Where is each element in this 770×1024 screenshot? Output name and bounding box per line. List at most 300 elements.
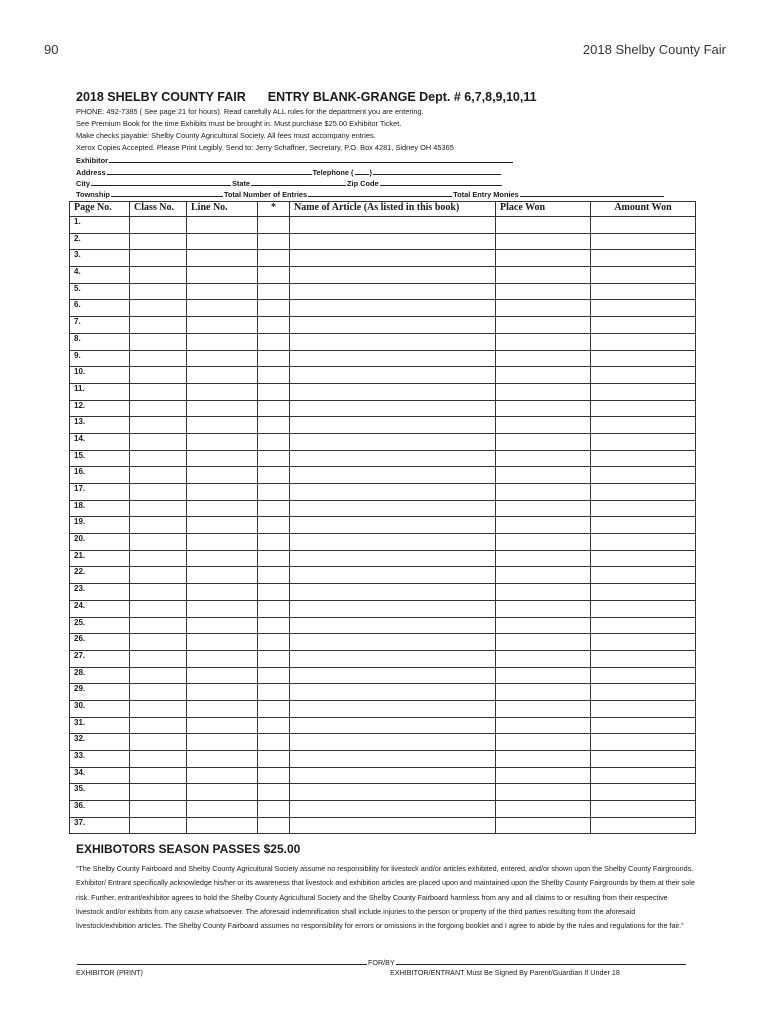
entry-cell[interactable] bbox=[290, 617, 496, 634]
entry-cell[interactable] bbox=[591, 333, 696, 350]
entry-cell[interactable] bbox=[130, 433, 187, 450]
entry-cell[interactable] bbox=[591, 517, 696, 534]
entry-cell[interactable] bbox=[591, 383, 696, 400]
table-row bbox=[70, 584, 696, 601]
row-number: 3. bbox=[70, 250, 130, 267]
row-number: 25. bbox=[70, 617, 130, 634]
entry-cell[interactable] bbox=[130, 484, 187, 501]
entry-cell[interactable] bbox=[187, 717, 258, 734]
address-field[interactable] bbox=[107, 166, 312, 175]
entry-cell[interactable] bbox=[496, 634, 591, 651]
entry-cell[interactable] bbox=[591, 751, 696, 768]
entry-cell[interactable] bbox=[258, 433, 290, 450]
entry-cell[interactable] bbox=[258, 717, 290, 734]
entry-cell[interactable] bbox=[496, 550, 591, 567]
entry-cell[interactable] bbox=[591, 283, 696, 300]
row-number: 35. bbox=[70, 784, 130, 801]
entry-cell[interactable] bbox=[258, 734, 290, 751]
row-number: 19. bbox=[70, 517, 130, 534]
entry-cell[interactable] bbox=[496, 584, 591, 601]
entry-cell[interactable] bbox=[130, 467, 187, 484]
entry-cell[interactable] bbox=[130, 767, 187, 784]
entry-cell[interactable] bbox=[290, 467, 496, 484]
entry-cell[interactable] bbox=[591, 734, 696, 751]
info-line: Xerox Copies Accepted. Please Print Legibly. Send to: Jerry Schaffner, Secretary, P.O. Box 4281, Sidney OH 45365 bbox=[76, 143, 454, 152]
entry-cell[interactable] bbox=[187, 650, 258, 667]
entry-cell[interactable] bbox=[591, 584, 696, 601]
row-number: 37. bbox=[70, 817, 130, 834]
entry-cell[interactable] bbox=[187, 667, 258, 684]
entry-cell[interactable] bbox=[130, 817, 187, 834]
entry-cell[interactable] bbox=[187, 550, 258, 567]
row-number: 15. bbox=[70, 450, 130, 467]
entry-cell[interactable] bbox=[187, 517, 258, 534]
entry-cell[interactable] bbox=[258, 217, 290, 234]
entry-cell[interactable] bbox=[496, 517, 591, 534]
col-place-won: Place Won bbox=[496, 202, 591, 217]
entry-cell[interactable] bbox=[130, 383, 187, 400]
entry-cell[interactable] bbox=[290, 784, 496, 801]
entry-cell[interactable] bbox=[187, 534, 258, 551]
entry-cell[interactable] bbox=[187, 400, 258, 417]
entry-cell[interactable] bbox=[290, 283, 496, 300]
entry-cell[interactable] bbox=[258, 400, 290, 417]
row-number: 24. bbox=[70, 600, 130, 617]
entry-cell[interactable] bbox=[187, 450, 258, 467]
entry-cell[interactable] bbox=[187, 383, 258, 400]
entry-cell[interactable] bbox=[591, 367, 696, 384]
info-line: See Premium Book for the time Exhibits must be brought in. Must purchase $25.00 Exhibitor Ticket. bbox=[76, 119, 402, 128]
col-class-no: Class No. bbox=[130, 202, 187, 217]
entry-cell[interactable] bbox=[496, 500, 591, 517]
entry-cell[interactable] bbox=[591, 567, 696, 584]
entry-cell[interactable] bbox=[258, 684, 290, 701]
entry-cell[interactable] bbox=[130, 233, 187, 250]
entry-cell[interactable] bbox=[130, 250, 187, 267]
entry-cell[interactable] bbox=[258, 467, 290, 484]
entry-cell[interactable] bbox=[591, 417, 696, 434]
entry-cell[interactable] bbox=[258, 484, 290, 501]
entry-cell[interactable] bbox=[258, 751, 290, 768]
entry-cell[interactable] bbox=[591, 433, 696, 450]
entry-cell[interactable] bbox=[591, 250, 696, 267]
entry-cell[interactable] bbox=[187, 333, 258, 350]
entry-cell[interactable] bbox=[258, 801, 290, 818]
entry-cell[interactable] bbox=[130, 300, 187, 317]
row-number: 12. bbox=[70, 400, 130, 417]
entry-cell[interactable] bbox=[496, 767, 591, 784]
entry-cell[interactable] bbox=[290, 484, 496, 501]
entry-cell[interactable] bbox=[187, 467, 258, 484]
entry-cell[interactable] bbox=[591, 717, 696, 734]
entry-cell[interactable] bbox=[130, 634, 187, 651]
entry-cell[interactable] bbox=[290, 350, 496, 367]
row-number: 7. bbox=[70, 317, 130, 334]
city-label: City bbox=[76, 179, 90, 188]
entry-cell[interactable] bbox=[187, 433, 258, 450]
entry-cell[interactable] bbox=[591, 801, 696, 818]
entry-cell[interactable] bbox=[187, 317, 258, 334]
entry-cell[interactable] bbox=[187, 283, 258, 300]
entry-cell[interactable] bbox=[496, 433, 591, 450]
entry-cell[interactable] bbox=[258, 617, 290, 634]
telephone-field[interactable] bbox=[373, 166, 501, 175]
state-field[interactable] bbox=[251, 177, 346, 186]
table-row bbox=[70, 734, 696, 751]
entry-cell[interactable] bbox=[290, 367, 496, 384]
entry-cell[interactable] bbox=[496, 300, 591, 317]
entry-cell[interactable] bbox=[258, 584, 290, 601]
entry-cell[interactable] bbox=[130, 283, 187, 300]
entry-cell[interactable] bbox=[187, 817, 258, 834]
zip-field[interactable] bbox=[380, 177, 502, 186]
entry-cell[interactable] bbox=[130, 734, 187, 751]
entry-cell[interactable] bbox=[496, 367, 591, 384]
entry-cell[interactable] bbox=[258, 350, 290, 367]
entry-cell[interactable] bbox=[130, 600, 187, 617]
entry-cell[interactable] bbox=[591, 400, 696, 417]
signature-line-row bbox=[76, 956, 687, 967]
entry-cell[interactable] bbox=[130, 217, 187, 234]
entry-cell[interactable] bbox=[258, 333, 290, 350]
entry-cell[interactable] bbox=[591, 617, 696, 634]
entry-cell[interactable] bbox=[130, 317, 187, 334]
table-row bbox=[70, 784, 696, 801]
entry-cell[interactable] bbox=[258, 233, 290, 250]
entry-cell[interactable] bbox=[496, 467, 591, 484]
city-row bbox=[76, 177, 503, 188]
entry-cell[interactable] bbox=[258, 767, 290, 784]
entry-cell[interactable] bbox=[130, 667, 187, 684]
table-row bbox=[70, 667, 696, 684]
entry-cell[interactable] bbox=[187, 584, 258, 601]
entry-cell[interactable] bbox=[187, 734, 258, 751]
entry-cell[interactable] bbox=[258, 500, 290, 517]
entry-cell[interactable] bbox=[496, 383, 591, 400]
entry-cell[interactable] bbox=[187, 267, 258, 284]
township-field[interactable] bbox=[111, 188, 223, 197]
entry-cell[interactable] bbox=[290, 634, 496, 651]
table-row bbox=[70, 300, 696, 317]
table-row bbox=[70, 550, 696, 567]
entry-cell[interactable] bbox=[290, 400, 496, 417]
entry-cell[interactable] bbox=[591, 634, 696, 651]
address-label: Address bbox=[76, 168, 106, 177]
entry-cell[interactable] bbox=[496, 667, 591, 684]
state-label: State bbox=[231, 179, 251, 188]
entry-cell[interactable] bbox=[187, 617, 258, 634]
table-row bbox=[70, 767, 696, 784]
entry-cell[interactable] bbox=[290, 801, 496, 818]
entry-cell[interactable] bbox=[130, 717, 187, 734]
entry-cell[interactable] bbox=[496, 417, 591, 434]
entry-cell[interactable] bbox=[496, 717, 591, 734]
entry-cell[interactable] bbox=[591, 534, 696, 551]
entry-cell[interactable] bbox=[290, 717, 496, 734]
col-page-no: Page No. bbox=[70, 202, 130, 217]
entry-cell[interactable] bbox=[290, 684, 496, 701]
table-row bbox=[70, 417, 696, 434]
entry-cell[interactable] bbox=[130, 500, 187, 517]
entry-cell[interactable] bbox=[496, 400, 591, 417]
entry-cell[interactable] bbox=[258, 700, 290, 717]
table-row bbox=[70, 383, 696, 400]
entry-cell[interactable] bbox=[130, 534, 187, 551]
entry-cell[interactable] bbox=[290, 767, 496, 784]
exhibitor-field[interactable] bbox=[109, 154, 513, 163]
row-number: 30. bbox=[70, 700, 130, 717]
entry-cell[interactable] bbox=[130, 584, 187, 601]
entry-cell[interactable] bbox=[130, 517, 187, 534]
row-number: 36. bbox=[70, 801, 130, 818]
entry-cell[interactable] bbox=[187, 233, 258, 250]
entry-cell[interactable] bbox=[258, 267, 290, 284]
entry-cell[interactable] bbox=[290, 584, 496, 601]
entry-cell[interactable] bbox=[591, 317, 696, 334]
entry-cell[interactable] bbox=[496, 217, 591, 234]
table-row bbox=[70, 217, 696, 234]
entry-cell[interactable] bbox=[130, 700, 187, 717]
entry-cell[interactable] bbox=[258, 534, 290, 551]
total-monies-label: Total Entry Monies bbox=[453, 190, 519, 199]
entry-cell[interactable] bbox=[258, 550, 290, 567]
row-number: 33. bbox=[70, 751, 130, 768]
entry-cell[interactable] bbox=[130, 367, 187, 384]
entry-cell[interactable] bbox=[591, 500, 696, 517]
entry-cell[interactable] bbox=[130, 784, 187, 801]
area-code-field[interactable] bbox=[355, 166, 369, 175]
entry-cell[interactable] bbox=[496, 450, 591, 467]
row-number: 6. bbox=[70, 300, 130, 317]
entry-cell[interactable] bbox=[591, 550, 696, 567]
entry-cell[interactable] bbox=[258, 667, 290, 684]
entry-cell[interactable] bbox=[496, 317, 591, 334]
entry-cell[interactable] bbox=[258, 567, 290, 584]
entry-cell[interactable] bbox=[187, 600, 258, 617]
entry-cell[interactable] bbox=[290, 333, 496, 350]
entry-cell[interactable] bbox=[258, 383, 290, 400]
entry-cell[interactable] bbox=[187, 484, 258, 501]
entry-cell[interactable] bbox=[290, 600, 496, 617]
table-row bbox=[70, 233, 696, 250]
entry-cell[interactable] bbox=[187, 217, 258, 234]
table-row bbox=[70, 700, 696, 717]
entry-cell[interactable] bbox=[258, 250, 290, 267]
table-row bbox=[70, 801, 696, 818]
entry-cell[interactable] bbox=[591, 667, 696, 684]
entry-cell[interactable] bbox=[496, 650, 591, 667]
entry-cell[interactable] bbox=[290, 534, 496, 551]
entry-cell[interactable] bbox=[258, 784, 290, 801]
entry-cell[interactable] bbox=[290, 650, 496, 667]
entry-cell[interactable] bbox=[496, 233, 591, 250]
entry-cell[interactable] bbox=[591, 700, 696, 717]
entry-cell[interactable] bbox=[187, 500, 258, 517]
city-field[interactable] bbox=[91, 177, 231, 186]
entry-cell[interactable] bbox=[290, 817, 496, 834]
entry-cell[interactable] bbox=[496, 784, 591, 801]
entry-cell[interactable] bbox=[591, 650, 696, 667]
entry-cell[interactable] bbox=[130, 333, 187, 350]
entry-cell[interactable] bbox=[258, 367, 290, 384]
entry-cell[interactable] bbox=[290, 417, 496, 434]
entry-cell[interactable] bbox=[591, 233, 696, 250]
entry-cell[interactable] bbox=[290, 433, 496, 450]
table-row bbox=[70, 634, 696, 651]
table-row bbox=[70, 600, 696, 617]
entry-cell[interactable] bbox=[258, 300, 290, 317]
entry-cell[interactable] bbox=[130, 650, 187, 667]
entry-cell[interactable] bbox=[187, 300, 258, 317]
row-number: 32. bbox=[70, 734, 130, 751]
entry-cell[interactable] bbox=[591, 600, 696, 617]
entry-cell[interactable] bbox=[130, 350, 187, 367]
entry-cell[interactable] bbox=[290, 450, 496, 467]
entry-cell[interactable] bbox=[496, 267, 591, 284]
entry-cell[interactable] bbox=[187, 684, 258, 701]
entry-cell[interactable] bbox=[496, 700, 591, 717]
entry-cell[interactable] bbox=[130, 267, 187, 284]
table-row bbox=[70, 317, 696, 334]
entry-cell[interactable] bbox=[290, 667, 496, 684]
table-row bbox=[70, 333, 696, 350]
row-number: 9. bbox=[70, 350, 130, 367]
col-line-no: Line No. bbox=[187, 202, 258, 217]
table-row bbox=[70, 717, 696, 734]
table-row bbox=[70, 567, 696, 584]
entry-cell[interactable] bbox=[591, 684, 696, 701]
entry-cell[interactable] bbox=[130, 450, 187, 467]
entry-cell[interactable] bbox=[496, 617, 591, 634]
entry-cell[interactable] bbox=[496, 333, 591, 350]
entry-cell[interactable] bbox=[496, 600, 591, 617]
entry-cell[interactable] bbox=[187, 367, 258, 384]
table-row bbox=[70, 467, 696, 484]
entry-cell[interactable] bbox=[496, 283, 591, 300]
row-number: 34. bbox=[70, 767, 130, 784]
entry-cell[interactable] bbox=[496, 801, 591, 818]
running-title: 2018 Shelby County Fair bbox=[582, 42, 726, 57]
table-row bbox=[70, 400, 696, 417]
entry-cell[interactable] bbox=[290, 517, 496, 534]
entry-cell[interactable] bbox=[290, 317, 496, 334]
entry-cell[interactable] bbox=[290, 250, 496, 267]
entry-cell[interactable] bbox=[187, 567, 258, 584]
entry-cell[interactable] bbox=[130, 801, 187, 818]
entry-cell[interactable] bbox=[258, 634, 290, 651]
entry-cell[interactable] bbox=[290, 267, 496, 284]
entry-cell[interactable] bbox=[258, 450, 290, 467]
entry-cell[interactable] bbox=[496, 684, 591, 701]
entry-cell[interactable] bbox=[591, 350, 696, 367]
entry-cell[interactable] bbox=[258, 417, 290, 434]
entry-cell[interactable] bbox=[290, 567, 496, 584]
entry-cell[interactable] bbox=[496, 350, 591, 367]
total-entries-field[interactable] bbox=[308, 188, 452, 197]
entry-cell[interactable] bbox=[187, 417, 258, 434]
entry-cell[interactable] bbox=[591, 767, 696, 784]
entry-cell[interactable] bbox=[187, 751, 258, 768]
entry-cell[interactable] bbox=[130, 567, 187, 584]
entry-cell[interactable] bbox=[591, 484, 696, 501]
entry-cell[interactable] bbox=[130, 400, 187, 417]
entry-cell[interactable] bbox=[496, 534, 591, 551]
row-number: 28. bbox=[70, 667, 130, 684]
entry-cell[interactable] bbox=[258, 600, 290, 617]
entry-cell[interactable] bbox=[130, 417, 187, 434]
entry-cell[interactable] bbox=[290, 300, 496, 317]
row-number: 14. bbox=[70, 433, 130, 450]
entry-cell[interactable] bbox=[187, 801, 258, 818]
entry-cell[interactable] bbox=[591, 267, 696, 284]
info-line: PHONE: 492-7385 ( See page 21 for hours). Read carefully ALL rules for the department you are entering. bbox=[76, 107, 424, 116]
entry-cell[interactable] bbox=[290, 383, 496, 400]
entrant-signature-field[interactable] bbox=[396, 956, 686, 965]
entry-cell[interactable] bbox=[258, 283, 290, 300]
entry-cell[interactable] bbox=[496, 817, 591, 834]
entry-cell[interactable] bbox=[187, 784, 258, 801]
row-number: 18. bbox=[70, 500, 130, 517]
exhibitor-print-label: EXHIBITOR (PRINT) bbox=[76, 968, 143, 977]
entry-cell[interactable] bbox=[258, 317, 290, 334]
exhibitor-signature-field[interactable] bbox=[77, 956, 367, 965]
entry-cell[interactable] bbox=[258, 517, 290, 534]
entry-cell[interactable] bbox=[591, 784, 696, 801]
entry-cell[interactable] bbox=[290, 500, 496, 517]
row-number: 11. bbox=[70, 383, 130, 400]
township-row bbox=[76, 188, 665, 199]
entry-cell[interactable] bbox=[290, 734, 496, 751]
entry-cell[interactable] bbox=[187, 767, 258, 784]
entry-cell[interactable] bbox=[591, 450, 696, 467]
entry-cell[interactable] bbox=[496, 250, 591, 267]
entry-cell[interactable] bbox=[187, 634, 258, 651]
entry-cell[interactable] bbox=[130, 550, 187, 567]
entry-cell[interactable] bbox=[187, 250, 258, 267]
entry-cell[interactable] bbox=[130, 617, 187, 634]
entry-cell[interactable] bbox=[591, 217, 696, 234]
entry-cell[interactable] bbox=[591, 817, 696, 834]
entry-cell[interactable] bbox=[258, 817, 290, 834]
row-number: 17. bbox=[70, 484, 130, 501]
row-number: 4. bbox=[70, 267, 130, 284]
row-number: 21. bbox=[70, 550, 130, 567]
entry-cell[interactable] bbox=[290, 700, 496, 717]
entry-cell[interactable] bbox=[496, 734, 591, 751]
total-monies-field[interactable] bbox=[520, 188, 664, 197]
entry-cell[interactable] bbox=[496, 751, 591, 768]
table-row bbox=[70, 350, 696, 367]
entry-cell[interactable] bbox=[496, 484, 591, 501]
entry-cell[interactable] bbox=[290, 233, 496, 250]
table-row bbox=[70, 450, 696, 467]
entry-cell[interactable] bbox=[187, 350, 258, 367]
entry-cell[interactable] bbox=[130, 751, 187, 768]
entry-cell[interactable] bbox=[290, 550, 496, 567]
entry-cell[interactable] bbox=[591, 300, 696, 317]
entry-cell[interactable] bbox=[290, 751, 496, 768]
township-label: Township bbox=[76, 190, 110, 199]
entry-cell[interactable] bbox=[290, 217, 496, 234]
entry-cell[interactable] bbox=[130, 684, 187, 701]
entry-cell[interactable] bbox=[591, 467, 696, 484]
table-header-row bbox=[70, 202, 696, 217]
entry-cell[interactable] bbox=[258, 650, 290, 667]
entry-cell[interactable] bbox=[496, 567, 591, 584]
entry-cell[interactable] bbox=[187, 700, 258, 717]
table-row bbox=[70, 500, 696, 517]
col-amount-won: Amount Won bbox=[591, 202, 696, 217]
